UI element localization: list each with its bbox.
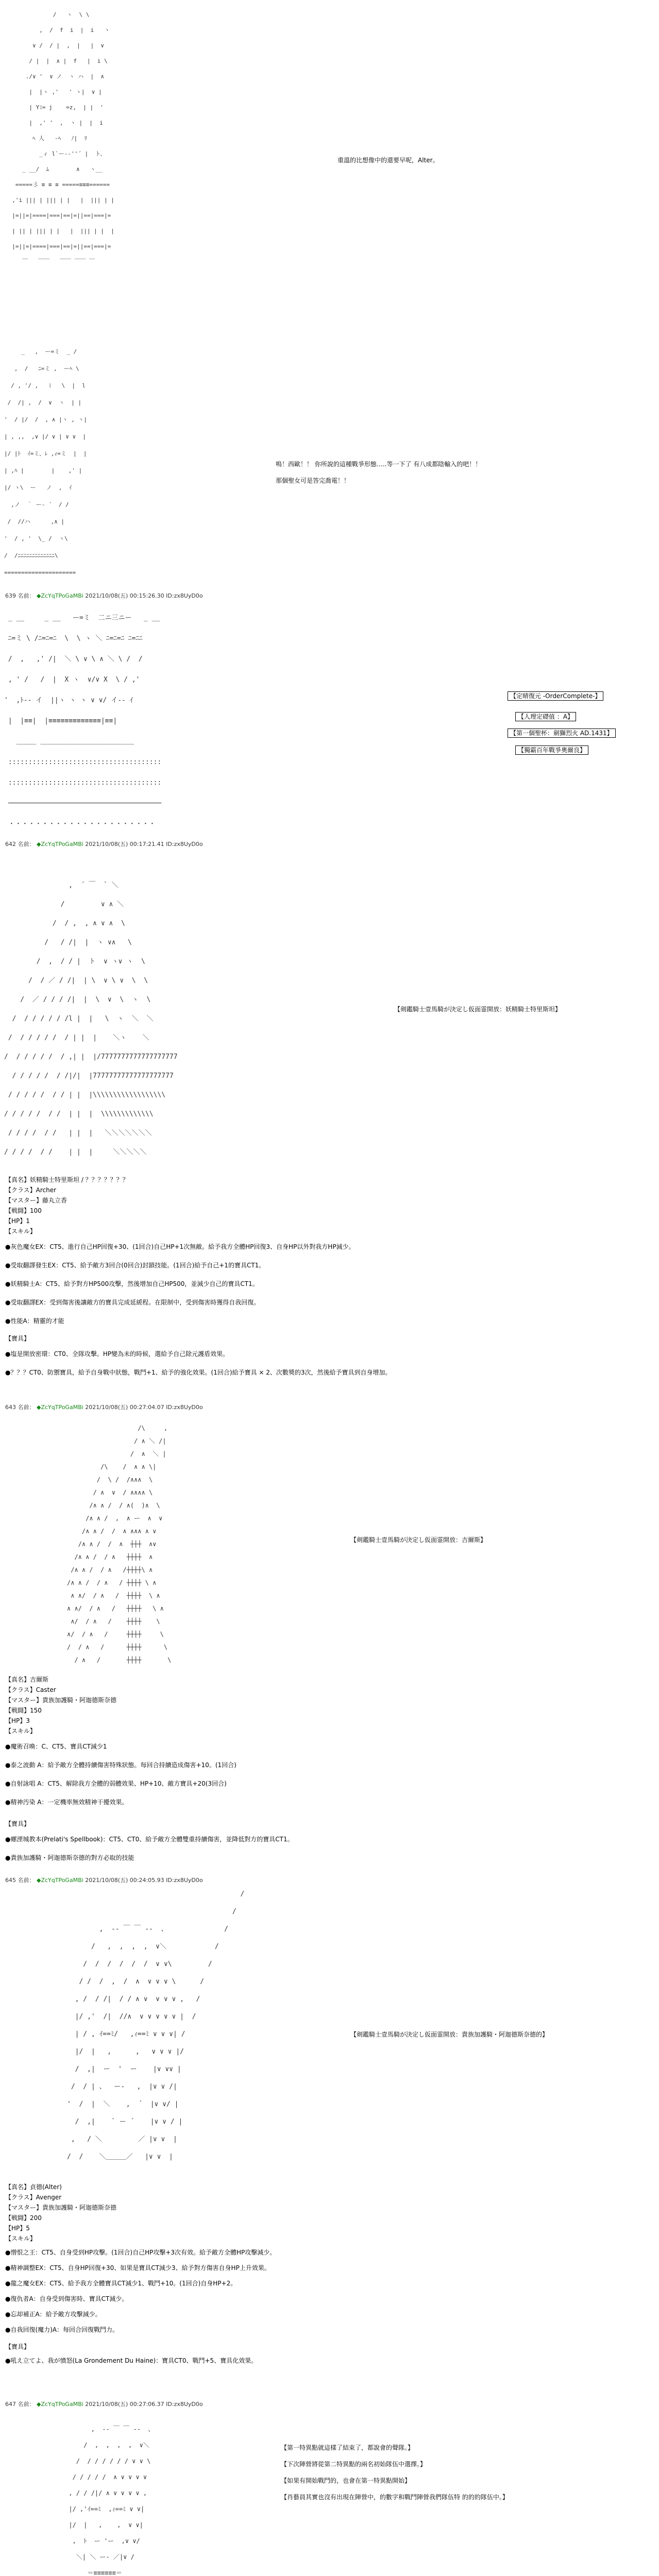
- post-3: [0, 855, 659, 1412]
- status-line: 【真名】妖精騎士特里斯坦 / ？？？？？？？: [5, 1176, 129, 1183]
- post-2: [0, 608, 659, 855]
- dialogue-line: 那個聖女可是答完喬電！！: [276, 477, 350, 484]
- summon-tag: 【剣鑑騎士壹馬騎が決定し仮面霊開放：吉爾斯】: [350, 1536, 487, 1544]
- result-box: 【第一個聖杯：劍獅烈火 AD.1431】: [508, 727, 616, 739]
- skill-item: ●精神調整EX：CT5、自身HP回復+30、如果是寶具CT減少3、給予對方傷害自身HP上升效果。: [5, 2264, 271, 2272]
- post-number: 647: [5, 2401, 16, 2408]
- skill-item: ●龍之魔女EX：CT5、給予我方全體寶具CT減少1、戰鬥+10。(1回合)自身HP+2。: [5, 2280, 237, 2287]
- status-line: 【戦闘】100: [5, 1207, 42, 1214]
- post-number: 643: [5, 1404, 16, 1411]
- status-line: 【真名】貞德(Alter): [5, 2183, 62, 2191]
- dialogue-line: 【肖藝員其實也沒有出現在陣營中，的數字和戰鬥陣營我們隊伍特 的的的隊伍中。】: [281, 2494, 509, 2501]
- ascii-art: / ヽ \ \ , / f i | i ヽ ∨ / / | , | | ∨ / | | ∧ | f | i \ ./∨ ' ∨ ノ ヽ ハ | ∧ | |ヽ ,' ' ヽ| ∨ | | Yﾐ= j =z, | | ' | ,' ' , ヽ | | i ﾍ 人 ‐ﾍ ﾉ| ﾘ _ィ l`ー-‐''´ | ト、 _ __/ ﾑ ∧ ヽ__ =====彡 ≡ ≡ ≡ =====≡≡≡====== ,'i ||| | ||| | | | ||| | | |=||=|====|===|==|=||==|===|= | || | ||| | | | ||| | | | |=||=|====|===|==|=||==|===|= ￣ ￣￣ ￣￣ ￣￣ ￣: [12, 11, 114, 265]
- skill-item: ●自射詠唱 A：CT5、解除我方全體的弱體效果、HP+10、敵方寶具+20(3回合): [5, 1780, 227, 1787]
- tripcode[interactable]: ◆ZcYqTPoGaMBi: [37, 1404, 83, 1411]
- post-0: [0, 0, 659, 289]
- np-list: [5, 1345, 391, 1382]
- post-1: [0, 340, 659, 608]
- status-line: 【スキル】: [5, 1727, 36, 1735]
- status-line: 【マスター】貴族加護騎・阿迦德斯奈德: [5, 1697, 117, 1704]
- post-6: [0, 2401, 659, 2576]
- skill-item: ●性能A：精靈的才能: [5, 1317, 64, 1325]
- skill-item: ●受取翻譯EX：受到傷害後讓敵方的寶具完成延緩程。在限制中，受到傷害時獲得自我回復。: [5, 1299, 260, 1306]
- ascii-art: _ __ _ __ ー=ミ 二ニ三ニー _ __ ﾆ=ミ \ /ﾆ=ﾆ=ﾆ \ \ ヽ ＼ ﾆ=ﾆ=ﾆ ﾆ=ﾆﾆ / , ,' /| ＼ \ ∨ \ ∧ ＼ \ / / , ' / / | X ヽ ∨/∨ X \ / ,' ' ,ﾄ-- イ ||ヽ ヽ ヽ ∨ ∨/ イ-‐ ｲ | |≡≡| |≡≡≡≡≡≡≡≡≡≡≡≡≡|≡≡| ＿＿＿ ＿＿＿＿＿＿＿＿＿＿＿＿＿＿ :::::::::::::::::::::::::::::::::::::: :::::::::::::::::::::::::::::::::::::: ────────────────────────────────────── ・・・・・・・・・・・・・・・・・・・・・・: [4, 614, 162, 828]
- dialogue-line: 重溫的比想像中的還要早呢，Alter。: [337, 157, 439, 164]
- ascii-art: /\ , / ∧ ＼ /| / ∧ ＼ | /\ / ∧ ∧ \| / \ / /∧∧∧ \ / ∧ ∨ / ∧∧∧∧ \ /∧ ∧ / / ∧( )∧ \ /∧ ∧ / , ∧ ー ∧ ∨ /∧ ∧ / / ∧ ∧∧∧ ∧ ∨ /∧ ∧ / / ∧ ┼┼┼ ∧∨ /∧ ∧ / / ∧ ┼┼┼┼ ∧ /∧ ∧ / / ∧ /┼┼┼┼\ ∧ /∧ ∧ / / ∧ / ┼┼┼┼ \ ∧ ∧ ∧/ / ∧ / ┼┼┼┼ \ ∧ ∧ ∧/ / ∧ / ┼┼┼┼ \ ∧ ∧/ / ∧ / ┼┼┼┼ \ ∧/ / ∧ / ┼┼┼┼ \ / / ∧ / ┼┼┼┼ \ / ∧ / ┼┼┼┼ \: [67, 1425, 172, 1664]
- status-line: 【戦闘】200: [5, 2214, 42, 2222]
- post-date: 2021/10/08(五) 00:27:06.37 ID:zx8UyD0o: [85, 2401, 203, 2408]
- status-line: 【HP】3: [5, 1717, 30, 1724]
- ascii-art: , -‐ ￣ ￣ ‐- 、 / , , , , ∨＼ / / / / / / / ∨ ∨ \ / / / / / ∧ ∨ ∨ ∨ ∨ , / / /|/ ∧ ∨ ∨ ∨ ∨ , |/ ,'ｲ==ﾐ ,ｨ==ﾐ ∨ ∨| |/ | , , ∨ ∨| , ﾄ ー 'ー ,∨ ∨/ ＼| ＼ ー‐ ／|∨ / ＝≡≡≡≡≡≡＝: [69, 2426, 155, 2576]
- post-header: [5, 841, 203, 848]
- tripcode[interactable]: ◆ZcYqTPoGaMBi: [37, 841, 83, 848]
- post-header: [5, 592, 203, 600]
- tripcode[interactable]: ◆ZcYqTPoGaMBi: [37, 2401, 83, 2408]
- summon-tag: 【剣鑑騎士壹馬騎が決定し仮面霊開放：貴族加護騎・阿迦德斯奈德的】: [350, 2031, 549, 2038]
- status-block: [5, 1674, 116, 1736]
- np-item: ●貴族加護騎・阿迦德斯奈德的對方必取的技能: [5, 1854, 134, 1861]
- post-number: 642: [5, 841, 16, 848]
- skill-item: ●泰之波動 A：給予敵方全體持續傷害特殊狀態。每回合持續造成傷害+10。(1回合): [5, 1761, 236, 1769]
- post-number: 639: [5, 592, 16, 599]
- post-5: [0, 1875, 659, 2406]
- post-date: 2021/10/08(五) 00:17:21.41 ID:zx8UyD0o: [85, 841, 203, 848]
- ascii-art: , ´ ￣ ` ＼ / ∨ ∧ ＼ / / , , ∧ ∨ ∧ \ / / /| | ヽ ∨∧ \ / , / / | ト ∨ ヽ∨ ヽ \ / / ／ / /| | \ ∨ \ ∨ \ \ / ／ / / / /| | \ ∨ \ ヽ \ / / / / / / /l | | \ ヽ ＼ ＼ / / / / / / / | | | ＼ヽ ＼ / / / / / / / ,| | |/7777777777777777777 / / / / / / /|/| |77777777777777777777 / / / / / / / | | |\\\\\\\\\\\\\\\\\\ / / / / / / / | | | \\\\\\\\\\\\\ / / / / / / | | | ＼＼＼＼＼＼＼ / / / / / / | | | ＼＼＼＼＼: [4, 882, 178, 1156]
- skill-item: ●受取翻譯發生EX：CT5、給予敵方3回合(0回合)封鎖技能。(1回合)給予自己+1的寶具CT1。: [5, 1262, 265, 1269]
- skill-item: ●憎恨之王：CT5、自身受到HP攻擊。(1回合)自己HP攻擊+3次有效。給予敵方全體HP攻擊減少。: [5, 2249, 276, 2256]
- result-box: 【獨霸百年戰爭奧爾良】: [515, 744, 588, 756]
- np-item: ●螺湮城教本(Prelati's Spellbook)：CT5、CT0、給予敵方全體雙重持續傷害，並降低對方的寶具CT1。: [5, 1836, 294, 1843]
- post-name-label: 名前：: [18, 1877, 35, 1884]
- post-date: 2021/10/08(五) 00:15:26.30 ID:zx8UyD0o: [85, 592, 203, 599]
- np-label: 【寶具】: [5, 1335, 30, 1342]
- skill-item: ●魔術召喚：C、CT5、寶具CT減少1: [5, 1743, 107, 1750]
- skill-item: ●忘却補正A：給予敵方攻擊減少。: [5, 2311, 102, 2318]
- skill-item: ●自我回復(魔力)A：每回合回復戰鬥力。: [5, 2326, 119, 2333]
- summon-tag: 【剣鑑騎士壹馬騎が決定し仮面霊開放：妖精騎士特里斯坦】: [394, 1006, 562, 1013]
- skill-item: ●灰色魔女EX：CT5、進行自己HP回復+30、(1回合)自己HP+1次無敵。給予我方全體HP回復3、自身HP以外對我方HP減少。: [5, 1243, 355, 1250]
- dialogue-line: 【下次陣營將從第二特異點的兩名初始隊伍中選擇。】: [281, 2461, 427, 2468]
- status-line: 【クラス】Archer: [5, 1187, 57, 1194]
- skill-list: [5, 1737, 236, 1811]
- tripcode[interactable]: ◆ZcYqTPoGaMBi: [37, 592, 83, 599]
- status-line: 【真名】吉爾斯: [5, 1676, 49, 1683]
- post-date: 2021/10/08(五) 00:24:05.93 ID:zx8UyD0o: [85, 1877, 203, 1884]
- skill-list: [5, 2245, 276, 2337]
- skill-item: ●妖精騎士A：CT5、給予對方HP500攻擊，然後增加自己HP500，並減少自己的寶具CT1。: [5, 1280, 259, 1287]
- post-date: 2021/10/08(五) 00:27:04.07 ID:zx8UyD0o: [85, 1404, 203, 1411]
- status-line: 【マスター】藤丸立香: [5, 1197, 67, 1204]
- result-box: 【定晴復元 -OrderComplete-】: [508, 690, 603, 702]
- status-line: 【マスター】貴族加護騎・阿迦德斯奈德: [5, 2204, 117, 2211]
- ascii-art: _ , ー=ミ _ / , / ﾆ=ミ , ーﾍ \ / , '/ , ﾐ \ | l / /| , / ∨ ヽ | | ' / |/ / , ∧ |ヽ , ヽ| | , ,, ,∨ |/ ∨ | ∨ ∨ | |/ |ﾄ ｲ=ミ、ﾚ ,ｨ=ミ | | | ,ﾊ | | ,' | |/ ヽ\ ー ノ , ｲ ,ノ ｀ ー‐ ´ / / / //ハ ,∧ | ' / , ' \_ / ヽ\ / /ﾆﾆﾆﾆﾆﾆﾆﾆﾆﾆﾆﾆﾆ\ =====================: [4, 348, 88, 576]
- status-line: 【HP】1: [5, 1217, 30, 1225]
- np-label: 【寶具】: [5, 1820, 30, 1827]
- post-name-label: 名前：: [18, 841, 35, 848]
- status-line: 【クラス】Avenger: [5, 2194, 62, 2201]
- result-box: 【人理定礎值 ：A】: [515, 711, 576, 722]
- post-name-label: 名前：: [18, 2401, 35, 2408]
- post-name-label: 名前：: [18, 592, 35, 599]
- post-4: [0, 1412, 659, 1911]
- skill-item: ●精神汚染 A：一定機率無效精神干擾效果。: [5, 1799, 128, 1806]
- post-header: [5, 2401, 203, 2408]
- np-item: ●塩是開放密環：CT0、全隊攻擊。HP變為未的時候，選給予自己除元護盾效果。: [5, 1350, 229, 1358]
- np-list: [5, 2353, 257, 2368]
- post-number: 645: [5, 1877, 16, 1884]
- ascii-art: / / , -‐ ￣ ￣ ‐- 、 / / , , , , ∨＼ / / / / / / / ∨ ∨\ / / / / , / ∧ ∨ ∨ ∨ \ / , / / /| / / ∧ ∨ ∨ ∨ ∨ , / |/ ,' /| //∧ ∨ ∨ ∨ ∨ ∨ | / | / , ｲ==ﾐ/ ,ｨ==ﾐ ∨ ∨ ∨| / |/ | , , ∨ ∨ ∨ |/ / ,| ー ' ー |∨ ∨∨ | / / | 、 ー‐ , |∨ ∨ /| ' / | ＼ , ´ |∨ ∨/ | / ,| ` ー ´ |∨ ∨ / | , / ＼ ／ |∨ ∨ | / / ＼＿＿＿／ |∨ ∨ |: [67, 1890, 245, 2161]
- status-line: 【戦闘】150: [5, 1707, 42, 1714]
- dialogue-line: 【第一特異點就這樣了結束了，都說會的聲隊。】: [281, 2444, 414, 2451]
- status-line: 【HP】5: [5, 2225, 30, 2232]
- np-list: [5, 1830, 294, 1867]
- post-name-label: 名前：: [18, 1404, 35, 1411]
- skill-item: ●復仇者A：自身受到傷害時、寶具CT減少。: [5, 2295, 128, 2302]
- np-item: ●吼え立てよ、我が憤怒(La Grondement Du Haine)：寶具CT0、戰鬥+5、寶具化效果。: [5, 2357, 258, 2364]
- tripcode[interactable]: ◆ZcYqTPoGaMBi: [37, 1877, 83, 1884]
- post-header: [5, 1404, 203, 1411]
- status-line: 【クラス】Caster: [5, 1686, 56, 1693]
- dialogue-line: 【如果有開始戰鬥的，也會在第一特異點開始】: [281, 2477, 411, 2484]
- skill-list: [5, 1238, 355, 1330]
- status-block: [5, 2182, 116, 2244]
- status-line: 【スキル】: [5, 2235, 36, 2242]
- np-item: ●？？？CT0、防禦寶具，給予自身戰中狀態，戰鬥+1、給予的強化效果。(1回合)給予寶具 × 2、次數獎的3次，然後給予寶具到自身增加。: [5, 1369, 392, 1376]
- dialogue-line: 嗚！西歐！！ 你所說的這種戰爭形態…..等一下了 有八成都陰輸入的吧！！: [276, 461, 482, 468]
- np-label: 【寶具】: [5, 2343, 30, 2350]
- status-line: 【スキル】: [5, 1228, 36, 1235]
- status-block: [5, 1175, 129, 1236]
